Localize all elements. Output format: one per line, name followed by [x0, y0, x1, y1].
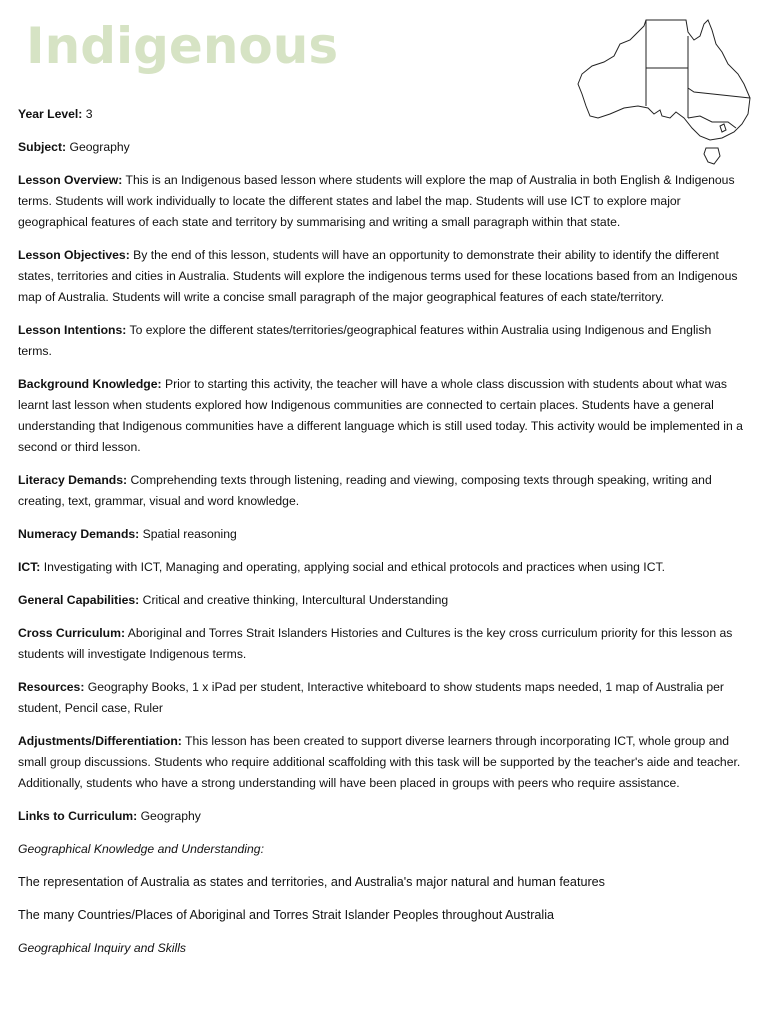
curriculum-heading-knowledge: Geographical Knowledge and Understanding: [18, 842, 264, 856]
lesson-intentions-row [18, 320, 746, 362]
background-knowledge-row [18, 374, 746, 458]
links-to-curriculum-text: Geography [137, 809, 201, 823]
resources-text: Geography Books, 1 x iPad per student, Interactive whiteboard to show students maps needed, 1 map of Australia per student, Pencil case, Ruler [18, 680, 724, 715]
cross-curriculum-label: Cross Curriculum: [18, 626, 125, 640]
lesson-objectives-text: By the end of this lesson, students will have an opportunity to demonstrate their ability to identify the different states, territories and cities in Australia. Students will explore the indigenous terms used for these locations based from an Indigenous map of Australia. Students will write a concise small paragraph of the major geographical features of each state/territory. [18, 248, 738, 304]
general-capabilities-row [18, 590, 746, 611]
cross-curriculum-row [18, 623, 746, 665]
curriculum-heading-inquiry: Geographical Inquiry and Skills [18, 941, 187, 955]
year-level-value: 3 [82, 107, 93, 121]
cross-curriculum-text: Aboriginal and Torres Strait Islanders Histories and Cultures is the key cross curriculum priority for this lesson as students will investigate Indigenous terms. [18, 626, 733, 661]
links-to-curriculum-row [18, 806, 746, 827]
lesson-intentions-label: Lesson Intentions: [18, 323, 127, 337]
general-capabilities-label: General Capabilities: [18, 593, 140, 607]
lesson-objectives-label: Lesson Objectives: [18, 248, 130, 262]
subject-label: Subject: [18, 140, 67, 154]
resources-label: Resources: [18, 680, 85, 694]
adjustments-row [18, 731, 746, 794]
background-knowledge-text: Prior to starting this activity, the teacher will have a whole class discussion with students about what was learnt last lesson when students explored how Indigenous communities are connected to certain places. Students have a general understanding that Indigenous communities have a different language which is still used today. This activity would be implemented in a second or third lesson. [18, 377, 743, 454]
general-capabilities-text: Critical and creative thinking, Intercultural Understanding [139, 593, 449, 607]
links-to-curriculum-label: Links to Curriculum: [18, 809, 138, 823]
ict-label: ICT: [18, 560, 41, 574]
adjustments-text: This lesson has been created to support diverse learners through incorporating ICT, whole group and small group discussions. Students who require additional scaffolding with this task will be supported by the teacher's aide and teacher. Additionally, students who have a strong understanding will have been placed in groups with peers who require assistance. [18, 734, 741, 790]
curriculum-item-countries: The many Countries/Places of Aboriginal and Torres Strait Islander Peoples throughout Australia [18, 908, 555, 922]
lesson-overview-text: This is an Indigenous based lesson where students will explore the map of Australia in both English & Indigenous terms. Students will work individually to locate the different states and label the map. Students will use ICT to explore major geographical features of each state and territory by summarising and writing a small paragraph within that state. [18, 173, 735, 229]
lesson-overview-row [18, 170, 746, 233]
ict-row [18, 557, 746, 578]
ict-text: Investigating with ICT, Managing and operating, applying social and ethical protocols and practices when using ICT. [40, 560, 665, 574]
subject-row [18, 137, 746, 158]
year-level-label: Year Level: [18, 107, 83, 121]
curriculum-item-states: The representation of Australia as states and territories, and Australia's major natural and human features [18, 875, 605, 889]
literacy-demands-row [18, 470, 746, 512]
lesson-intentions-text: To explore the different states/territories/geographical features within Australia using Indigenous and English terms. [18, 323, 712, 358]
literacy-demands-label: Literacy Demands: [18, 473, 128, 487]
background-knowledge-label: Background Knowledge: [18, 377, 162, 391]
subject-value: Geography [66, 140, 130, 154]
lesson-overview-label: Lesson Overview: [18, 173, 123, 187]
document-title: Indigenous [26, 17, 339, 75]
lesson-objectives-row [18, 245, 746, 308]
numeracy-demands-text: Spatial reasoning [139, 527, 237, 541]
literacy-demands-text: Comprehending texts through listening, reading and viewing, composing texts through speaking, writing and creating, text, grammar, visual and word knowledge. [18, 473, 712, 508]
numeracy-demands-row [18, 524, 746, 545]
resources-row [18, 677, 746, 719]
year-level-row [18, 104, 746, 125]
numeracy-demands-label: Numeracy Demands: [18, 527, 140, 541]
adjustments-label: Adjustments/Differentiation: [18, 734, 182, 748]
lesson-plan-body [18, 104, 746, 971]
